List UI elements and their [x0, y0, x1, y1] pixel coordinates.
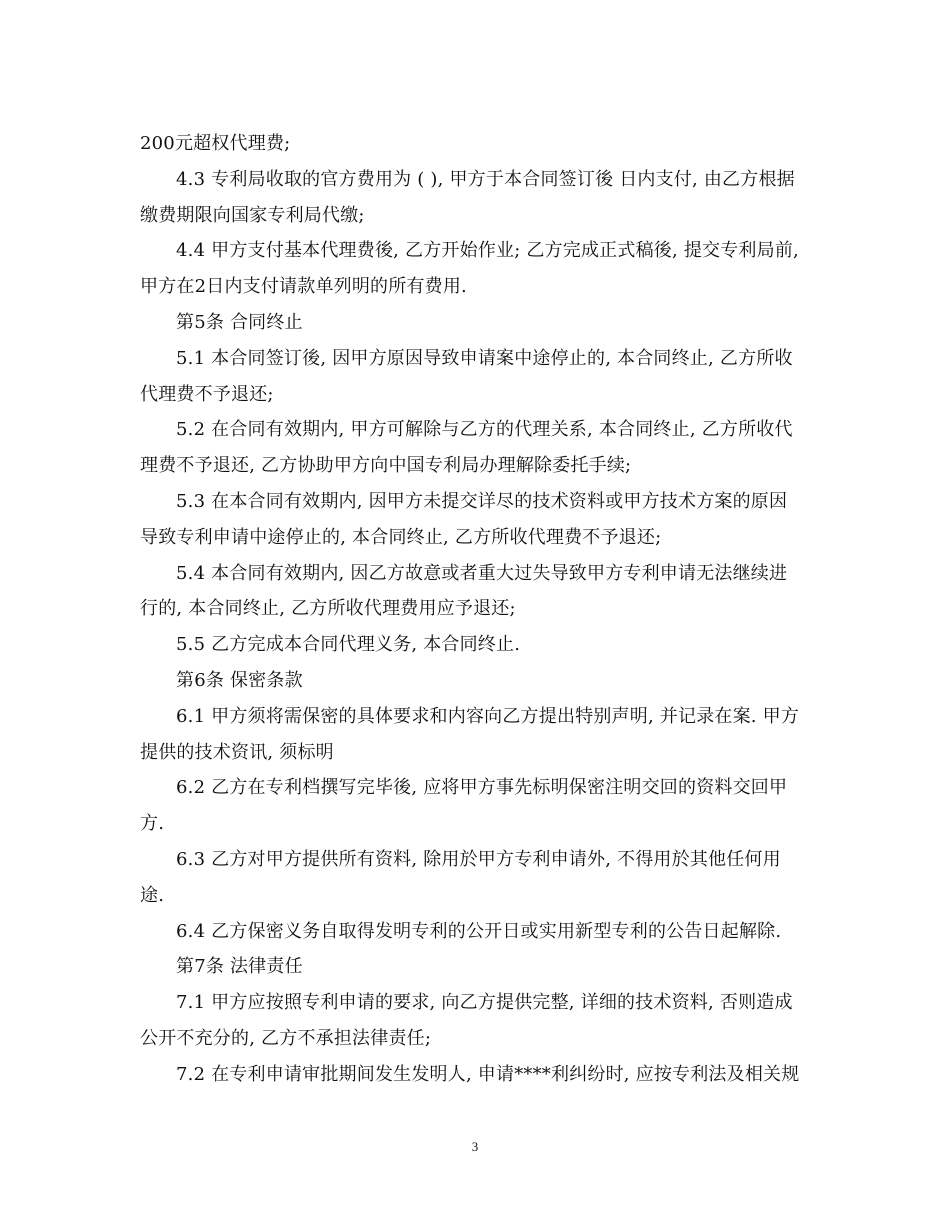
text-line: 5.2 在合同有效期内, 甲方可解除与乙方的代理关系, 本合同终止, 乙方所收代: [176, 419, 793, 441]
text-line: 公开不充分的, 乙方不承担法律责任;: [140, 1027, 432, 1049]
text-line: 第6条 保密条款: [176, 669, 303, 691]
text-line: 第5条 合同终止: [176, 311, 303, 333]
text-line: 行的, 本合同终止, 乙方所收代理费用应予退还;: [140, 598, 516, 620]
text-line: 7.2 在专利申请审批期间发生发明人, 申请****利纠纷时, 应按专利法及相关规: [176, 1063, 800, 1085]
text-line: 6.4 乙方保密义务自取得发明专利的公开日或实用新型专利的公告日起解除.: [176, 920, 782, 942]
page-number: 3: [471, 1139, 479, 1154]
text-line: 提供的技术资讯, 须标明: [140, 741, 334, 763]
text-line: 代理费不予退还;: [140, 383, 274, 405]
text-line: 5.1 本合同签订後, 因甲方原因导致申请案中途停止的, 本合同终止, 乙方所收: [176, 347, 793, 369]
text-line: 5.4 本合同有效期内, 因乙方故意或者重大过失导致甲方专利申请无法继续进: [176, 562, 788, 584]
text-line: 5.3 在本合同有效期内, 因甲方未提交详尽的技术资料或甲方技术方案的原因: [176, 490, 788, 512]
text-line: 理费不予退还, 乙方协助甲方向中国专利局办理解除委托手续;: [140, 455, 632, 477]
text-line: 6.3 乙方对甲方提供所有资料, 除用於甲方专利申请外, 不得用於其他任何用: [176, 848, 781, 870]
text-line: 5.5 乙方完成本合同代理义务, 本合同终止.: [176, 634, 521, 656]
document-body: [140, 126, 810, 1093]
text-line: 途.: [140, 884, 165, 906]
text-line: 缴费期限向国家专利局代缴;: [140, 204, 365, 226]
text-line: 200元超权代理费;: [140, 133, 291, 154]
text-line: 甲方在2日内支付请款单列明的所有费用.: [140, 276, 467, 298]
text-line: 第7条 法律责任: [176, 956, 303, 978]
text-line: 导致专利申请中途停止的, 本合同终止, 乙方所收代理费不予退还;: [140, 526, 662, 548]
text-line: 6.2 乙方在专利档撰写完毕後, 应将甲方事先标明保密注明交回的资料交回甲: [176, 777, 788, 799]
text-line: 4.4 甲方支付基本代理费後, 乙方开始作业; 乙方完成正式稿後, 提交专利局前,: [176, 240, 799, 262]
text-line: 4.3 专利局收取的官方费用为 ( ), 甲方于本合同签订後 日内支付, 由乙方根据: [176, 168, 795, 190]
text-line: 6.1 甲方须将需保密的具体要求和内容向乙方提出特别声明, 并记录在案. 甲方: [176, 705, 800, 727]
text-line: 7.1 甲方应按照专利申请的要求, 向乙方提供完整, 详细的技术资料, 否则造成: [176, 992, 793, 1014]
text-line: 方.: [140, 813, 165, 835]
